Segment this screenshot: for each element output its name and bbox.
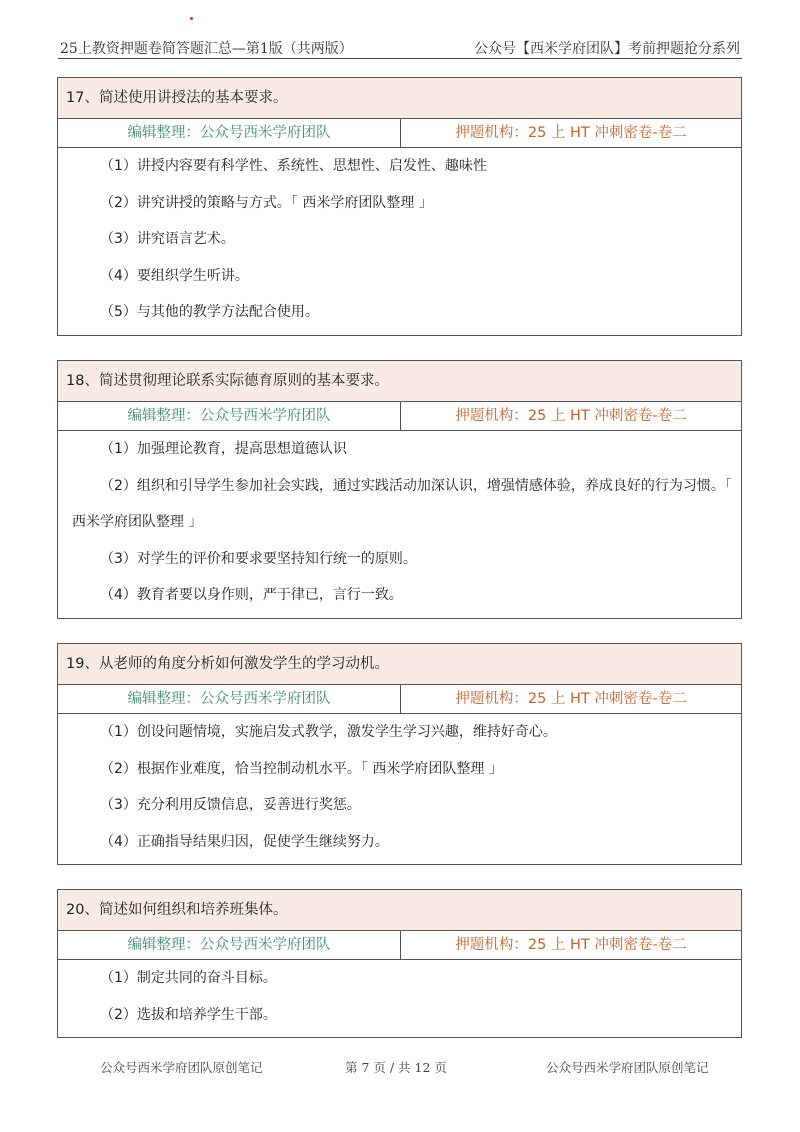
page-number: 第 7 页 / 共 12 页 [345, 1060, 447, 1075]
answer-item: （1）加强理论教育，提高思想道德认识 [100, 441, 347, 457]
editor-credit: 编辑整理：公众号西米学府团队 [58, 119, 401, 147]
answer-item: （2）组织和引导学生参加社会实践，通过实践活动加深认识，增强情感体验，养成良好的行为习惯。「 西米学府团队整理 」 [72, 477, 732, 530]
question-card-20 [57, 889, 742, 1038]
editor-credit: 编辑整理：公众号西米学府团队 [58, 931, 401, 959]
answer-list [58, 714, 741, 864]
source-credit: 押题机构：25 上 HT 冲刺密卷-卷二 [455, 937, 687, 953]
question-meta [58, 402, 741, 431]
question-card-19 [57, 643, 742, 865]
source-credit: 押题机构：25 上 HT 冲刺密卷-卷二 [455, 691, 687, 707]
red-dot-mark [190, 17, 193, 20]
answer-item: （2）根据作业难度，恰当控制动机水平。「 西米学府团队整理 」 [100, 760, 503, 777]
editor-credit: 编辑整理：公众号西米学府团队 [58, 402, 401, 430]
header-series: 公众号【西米学府团队】考前押题抢分系列 [474, 41, 740, 57]
question-card-17 [57, 77, 742, 336]
question-title: 19、从老师的角度分析如何激发学生的学习动机。 [58, 644, 741, 685]
answer-item: （4）要组织学生听讲。 [100, 267, 249, 284]
footer-credit-right: 公众号西米学府团队原创笔记 [546, 1060, 709, 1075]
answer-item: （4）教育者要以身作则，严于律已，言行一致。 [100, 587, 403, 603]
answer-item: （1）创设问题情境，实施启发式教学，激发学生学习兴趣，维持好奇心。 [100, 724, 557, 740]
answer-item: （1）讲授内容要有科学性、系统性、思想性、启发性、趣味性 [100, 158, 487, 174]
question-title: 20、简述如何组织和培养班集体。 [58, 890, 741, 931]
question-meta [58, 685, 741, 714]
answer-list [58, 960, 741, 1037]
footer-credit-left: 公众号西米学府团队原创笔记 [100, 1060, 263, 1075]
answer-item: （3）讲究语言艺术。 [100, 231, 235, 247]
question-card-18 [57, 360, 742, 619]
question-title: 18、简述贯彻理论联系实际德育原则的基本要求。 [58, 361, 741, 402]
header-title: 25上教资押题卷简答题汇总—第1版（共两版） [60, 41, 353, 57]
answer-item: （2）讲究讲授的策略与方式。「 西米学府团队整理 」 [100, 194, 433, 211]
answer-item: （3）充分利用反馈信息，妥善进行奖惩。 [100, 797, 361, 813]
source-credit: 押题机构：25 上 HT 冲刺密卷-卷二 [455, 125, 687, 141]
answer-list [58, 148, 741, 335]
answer-item: （5）与其他的教学方法配合使用。 [100, 304, 319, 320]
page-header [58, 36, 742, 59]
answer-item: （1）制定共同的奋斗目标。 [100, 970, 277, 986]
question-title: 17、简述使用讲授法的基本要求。 [58, 78, 741, 119]
editor-credit: 编辑整理：公众号西米学府团队 [58, 685, 401, 713]
source-credit: 押题机构：25 上 HT 冲刺密卷-卷二 [455, 408, 687, 424]
answer-item: （3）对学生的评价和要求要坚持知行统一的原则。 [100, 550, 417, 567]
question-meta [58, 931, 741, 960]
answer-item: （2）选拔和培养学生干部。 [100, 1006, 277, 1023]
question-meta [58, 119, 741, 148]
answer-item: （4）正确指导结果归因，促使学生继续努力。 [100, 833, 389, 850]
answer-list [58, 431, 741, 618]
